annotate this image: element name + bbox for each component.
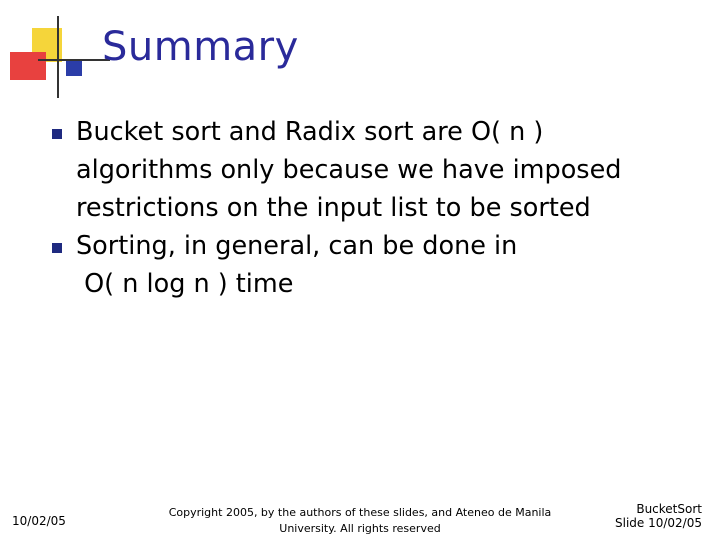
- copyright-line: Copyright 2005, by the authors of these slides, and Ateneo de Manila: [168, 506, 552, 519]
- footer-slide-label: [615, 502, 702, 530]
- bullet-marker-icon: [52, 129, 62, 139]
- bullet-item: [52, 227, 712, 303]
- bullet-text: Bucket sort and Radix sort are O( n ) algorithms only because we have imposed restrictions on the input list to be sorted: [76, 117, 622, 223]
- footer-copyright: [160, 505, 560, 537]
- bullet-marker-icon: [52, 243, 62, 253]
- bullet-list: [52, 113, 712, 303]
- copyright-line: University. All rights reserved: [279, 522, 441, 535]
- bullet-item: [52, 113, 712, 227]
- decorative-logo-icon: [0, 0, 110, 110]
- slide-label-line: BucketSort: [636, 502, 702, 516]
- slide-label-line: Slide 10/02/05: [615, 516, 702, 530]
- bullet-text: Sorting, in general, can be done in O( n log n ) time: [76, 231, 518, 299]
- footer-date: 10/02/05: [12, 514, 66, 528]
- slide-title: Summary: [102, 24, 299, 70]
